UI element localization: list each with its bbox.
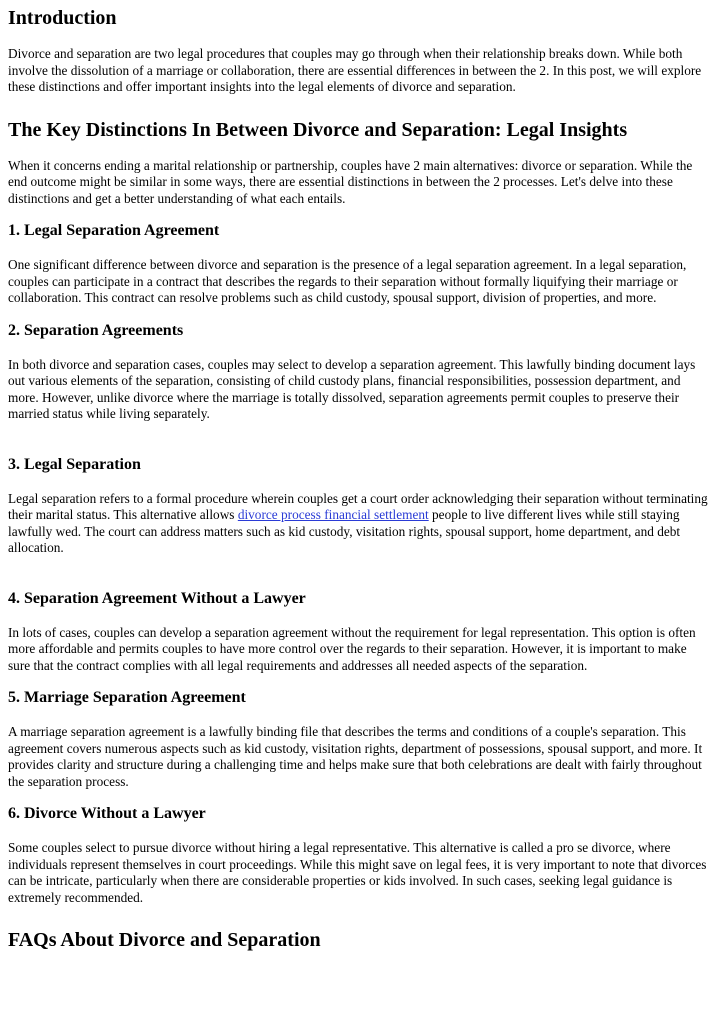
section-3-paragraph: [8, 491, 712, 557]
section-2-paragraph: In both divorce and separation cases, couples may select to develop a separation agreement. This lawfully binding document lays out various elements of the separation, consisting of child custody plans, financial responsibilities, possession department, and more. However, unlike divorce where the marriage is totally dissolved, separation agreements permit couples to preserve their married status while living separately.: [8, 356, 696, 421]
distinctions-paragraph: When it concerns ending a marital relationship or partnership, couples have 2 main alternatives: divorce or separation. While the end outcome might be similar in some ways, there are essential distinctions in between the 2 processes. Let's delve into these distinctions and get a better understanding of what each entails.: [8, 157, 693, 206]
distinctions-heading: The Key Distinctions In Between Divorce and Separation: Legal Insights: [8, 118, 628, 141]
section-6-heading: 6. Divorce Without a Lawyer: [8, 805, 206, 822]
section-2-heading: 2. Separation Agreements: [8, 321, 184, 339]
section-1-heading: 1. Legal Separation Agreement: [8, 222, 220, 239]
settlement-link[interactable]: divorce process financial settlement: [237, 507, 429, 522]
article: [0, 6, 720, 952]
section-4-heading: 4. Separation Agreement Without a Lawyer: [8, 589, 306, 607]
section-1-paragraph: One significant difference between divorce and separation is the presence of a legal separation agreement. In a legal separation, couples can participate in a contract that describes the regards to their separation without formally liquifying their marriage or collaboration. This contract can resolve problems such as child custody, spousal support, division of properties, and more.: [8, 257, 687, 305]
intro-heading: Introduction: [8, 7, 117, 29]
section-5-heading: 5. Marriage Separation Agreement: [8, 689, 246, 706]
section-3-heading: 3. Legal Separation: [8, 455, 141, 473]
faq-heading: FAQs About Divorce and Separation: [8, 929, 321, 951]
section-4-paragraph: In lots of cases, couples can develop a separation agreement without the requirement for legal representation. This option is often more affordable and permits couples to have more control over the regards to their separation. However, it is important to make sure that the contract complies with all legal requirements and addresses all needed aspects of the separation.: [8, 624, 696, 673]
section-3-text-before: Legal separation refers to a formal procedure wherein couples get a court order acknowledging their separation without terminating their marital status. This alternative allows: [8, 490, 708, 522]
intro-paragraph: Divorce and separation are two legal procedures that couples may go through when their relationship breaks down. While both involve the dissolution of a marriage or collaboration, there are essential differences in between the 2. In this post, we will explore these distinctions and offer important insights into the legal elements of divorce and separation.: [8, 46, 702, 94]
section-3-text-after: people to live different lives while still staying lawfully wed. The court can address matters such as kid custody, visitation rights, spousal support, home department, and debt allocation.: [8, 507, 681, 555]
section-5-paragraph: A marriage separation agreement is a lawfully binding file that describes the terms and conditions of a couple's separation. This agreement covers numerous aspects such as kid custody, visitation rights, department of possessions, spousal support, and more. It provides clarity and structure during a challenging time and helps make sure that both celebrations are dealt with fairly throughout the separation process.: [8, 724, 703, 789]
section-6-paragraph: Some couples select to pursue divorce without hiring a legal representative. This alternative is called a pro se divorce, where individuals represent themselves in court proceedings. While this might save on legal fees, it is very important to note that divorces can be intricate, particularly when there are considerable properties or kids involved. In such cases, seeking legal guidance is extremely recommended.: [8, 840, 707, 905]
